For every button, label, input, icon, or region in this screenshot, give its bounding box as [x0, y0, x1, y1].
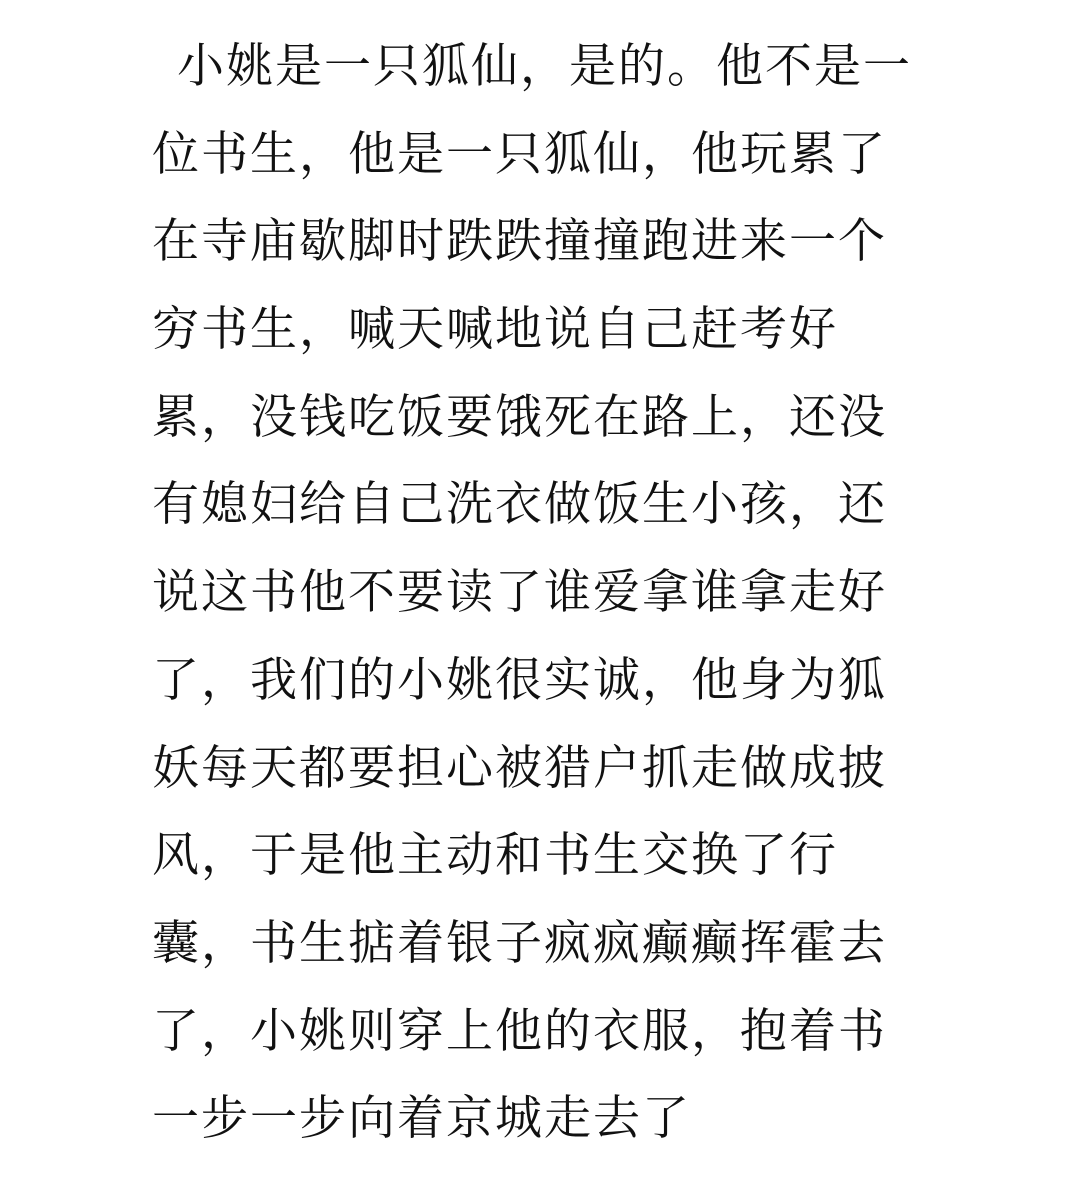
story-paragraph	[152, 38, 912, 1178]
text-line-7: 说这书他不要读了谁爱拿谁拿走好	[152, 565, 887, 621]
text-line-10: 风，于是他主动和书生交换了行	[152, 828, 838, 884]
text-line-2: 位书生，他是一只狐仙，他玩累了	[152, 126, 887, 182]
text-line-9: 妖每天都要担心被猎户抓走做成披	[152, 740, 887, 796]
text-line-4: 穷书生，喊天喊地说自己赶考好	[152, 302, 838, 358]
text-line-8: 了，我们的小姚很实诚，他身为狐	[152, 652, 887, 708]
text-line-5: 累，没钱吃饭要饿死在路上，还没	[152, 389, 887, 445]
text-line-11: 囊，书生掂着银子疯疯癫癫挥霍去	[152, 915, 887, 971]
text-line-12: 了，小姚则穿上他的衣服，抱着书	[152, 1003, 887, 1059]
text-line-3: 在寺庙歇脚时跌跌撞撞跑进来一个	[152, 214, 887, 270]
text-line-13: 一步一步向着京城走去了	[152, 1091, 691, 1147]
text-line-6: 有媳妇给自己洗衣做饭生小孩，还	[152, 477, 887, 533]
text-line-1: 小姚是一只狐仙，是的。他不是一	[177, 39, 912, 94]
